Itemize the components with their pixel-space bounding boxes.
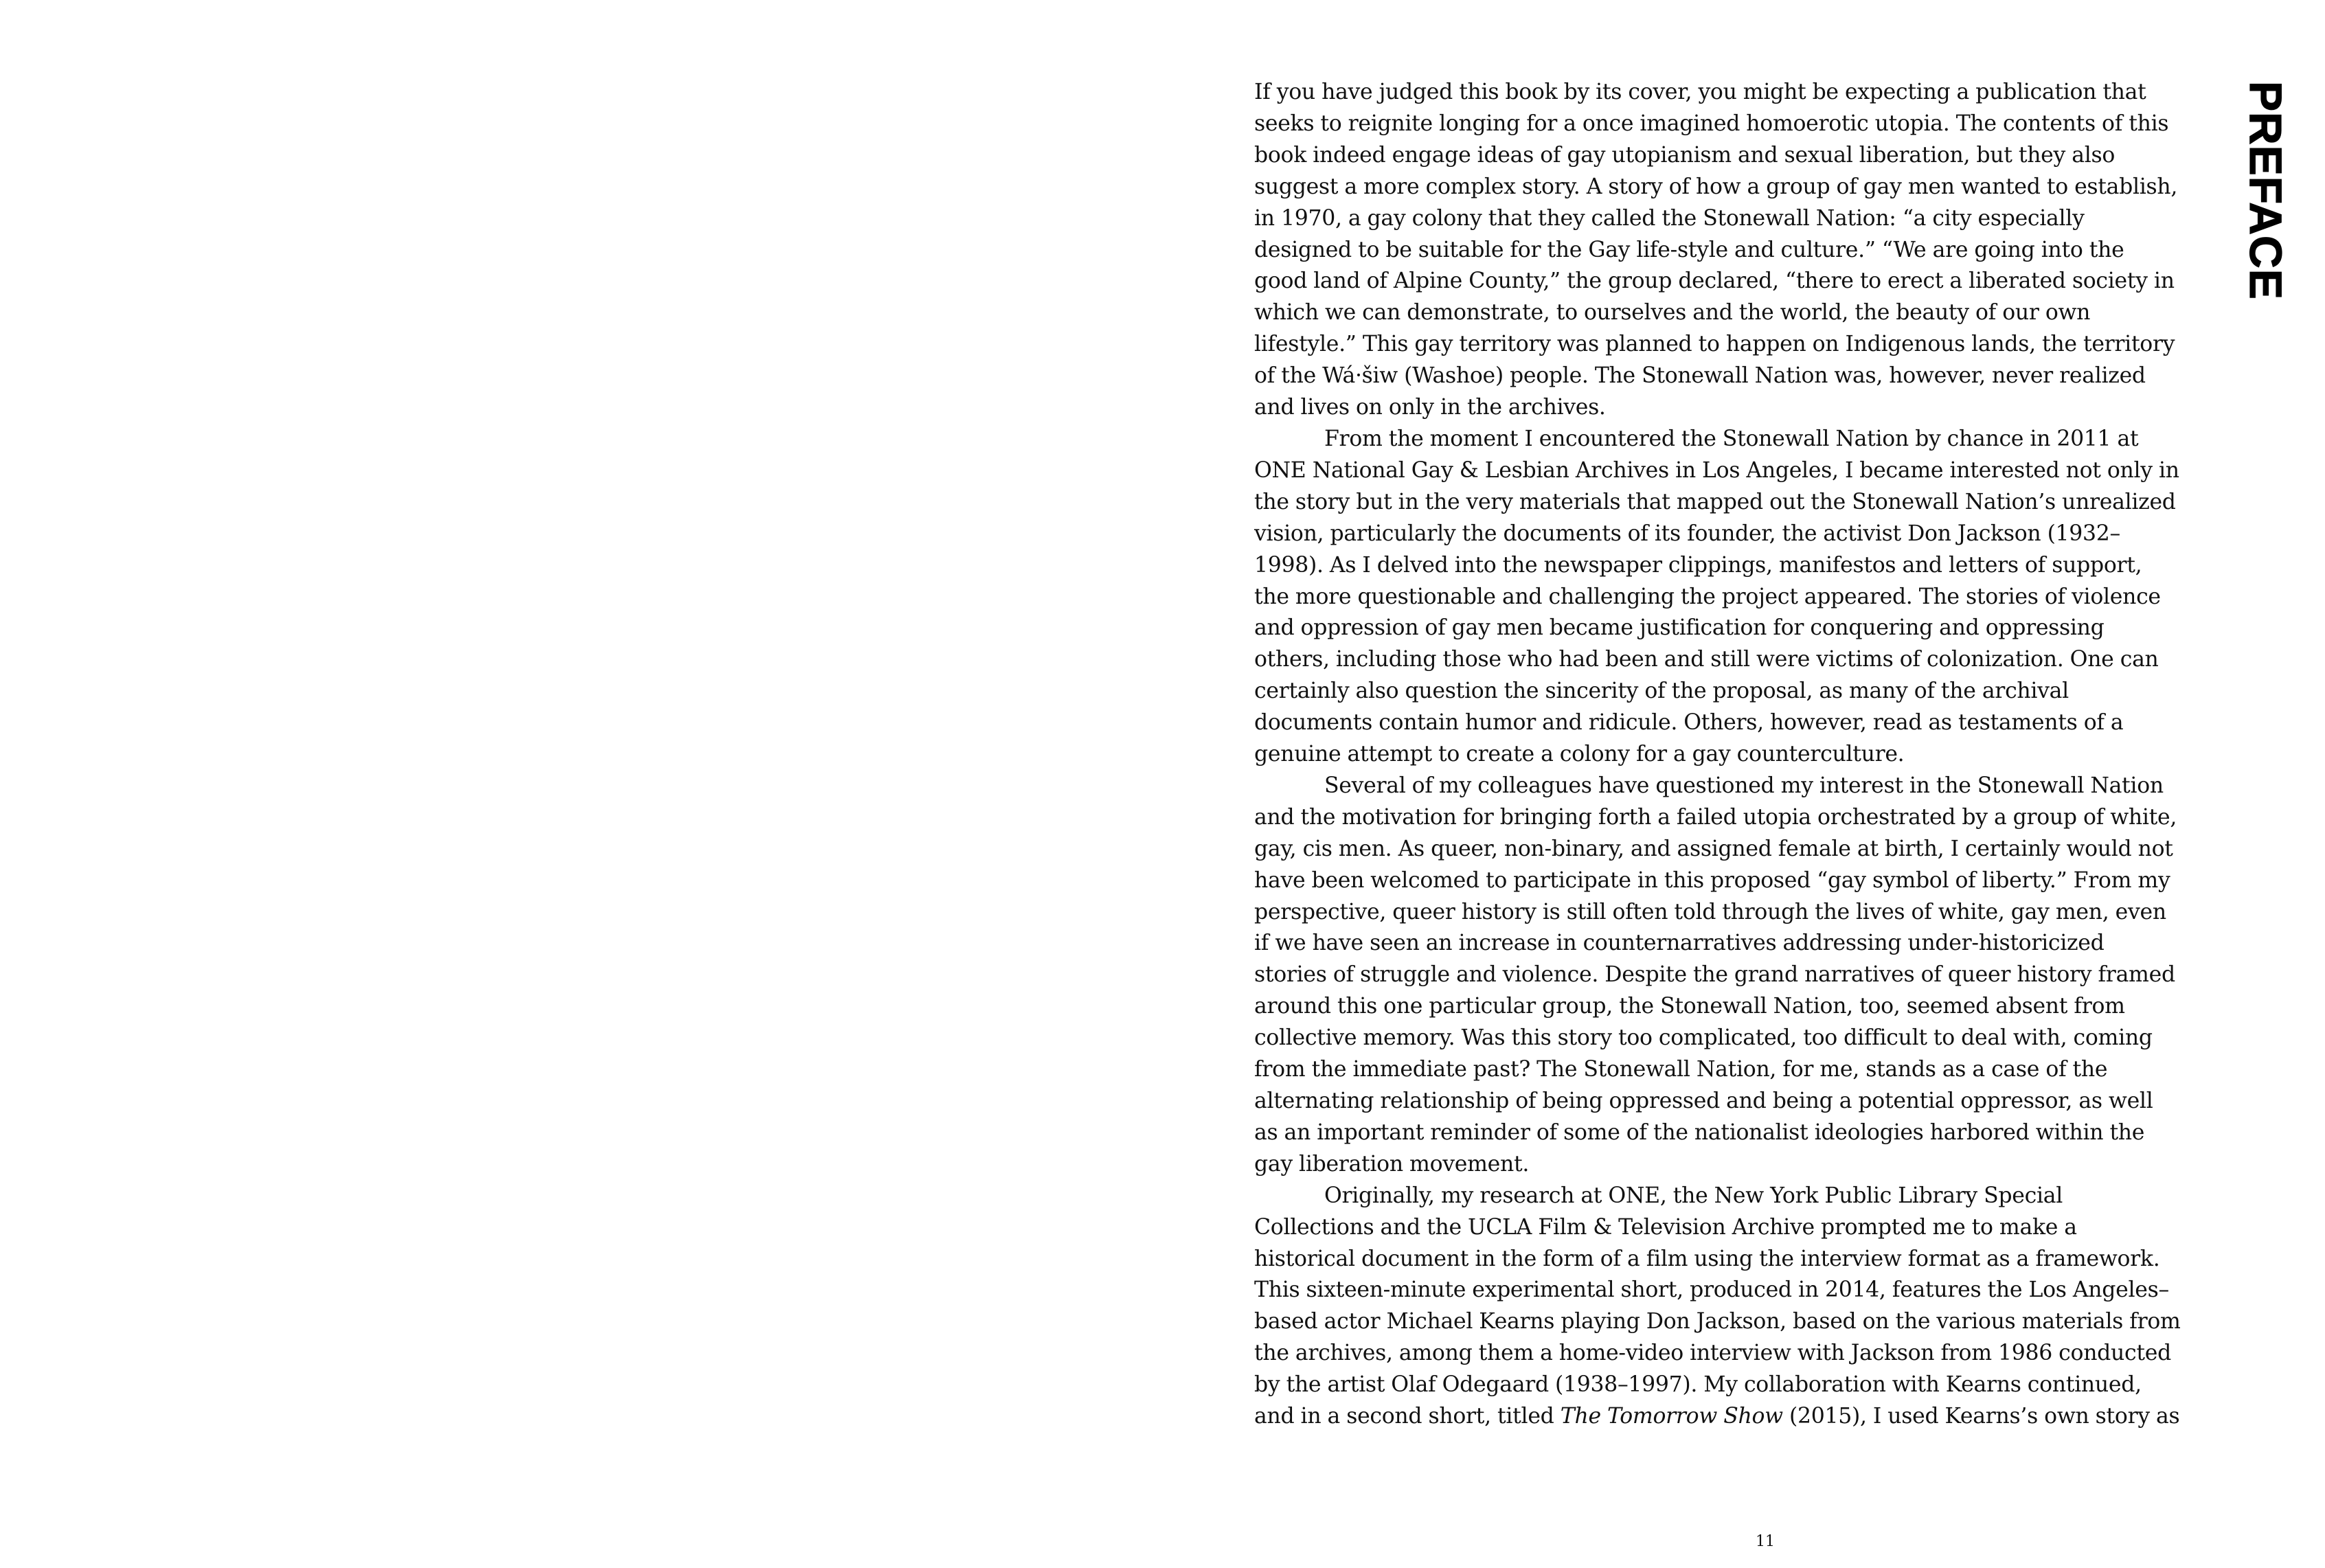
film-title: The Tomorrow Show [1560,1404,1783,1429]
preface-body [1254,77,2183,1433]
paragraph-1: If you have judged this book by its cover, you might be expecting a publication that seeks to reignite longing for a once imagined homoerotic utopia. The contents of this book indeed engage ideas of gay utopianism and sexual liberation, but they also suggest a more complex story. A story of how a group of gay men wanted to establish, in 1970, a gay colony that they called the Stonewall Nation: “a city especially designed to be suitable for the Gay life-style and culture.” “We are going into the good land of Alpine County,” the group declared, “there to erect a liberated society in which we can demonstrate, to ourselves and the world, the beauty of our own lifestyle.” This gay territory was planned to happen on Indigenous lands, the territory of the Wá·šiw (Washoe) people. The Stonewall Nation was, however, never realized and lives on only in the archives. [1254,80,2178,420]
paragraph-4-text-start: Originally, my research at ONE, the New York Public Library Special Collections and the UCLA Film & Television Archive prompted me to make a historical document in the form of a film using the interview format as a framework. This sixteen-minute experimental short, produced in 2014, features the Los Angeles–based actor Michael Kearns playing Don Jackson, based on the various materials from the archives, among them a home-video interview with Jackson from 1986 conducted by the artist Olaf Odegaard (1938–1997). My collaboration with Kearns continued, and in a second short, titled [1254,1183,2181,1429]
paragraph-4-text-end: (2015), I used Kearns’s own story as [1782,1404,2180,1429]
section-title: PREFACE [2241,81,2291,300]
paragraph-3: Several of my colleagues have questioned my interest in the Stonewall Nation and the motivation for bringing forth a failed utopia orchestrated by a group of white, gay, cis men. As queer, non-binary, and assigned female at birth, I certainly would not have been welcomed to participate in this proposed “gay symbol of liberty.” From my perspective, queer history is still often told through the lives of white, gay men, even if we have seen an increase in counternarratives addressing under-historicized stories of struggle and violence. Despite the grand narratives of queer history framed around this one particular group, the Stonewall Nation, too, seemed absent from collective memory. Was this story too complicated, too difficult to deal with, coming from the immediate past? The Stonewall Nation, for me, stands as a case of the alternating relationship of being oppressed and being a potential oppressor, as well as an important reminder of some of the nationalist ideologies harbored within the gay liberation movement. [1254,773,2177,1177]
paragraph-2: From the moment I encountered the Stonewall Nation by chance in 2011 at ONE National Gay & Lesbian Archives in Los Angeles, I became interested not only in the story but in the very materials that mapped out the Stonewall Nation’s unrealized vision, particularly the documents of its founder, the activist Don Jackson (1932–1998). As I delved into the newspaper clippings, manifestos and letters of support, the more questionable and challenging the project appeared. The stories of violence and oppression of gay men became justification for conquering and oppressing others, including those who had been and still were victims of colonization. One can certainly also question the sincerity of the proposal, as many of the archival documents contain humor and ridicule. Others, however, read as testaments of a genuine attempt to create a colony for a gay counterculture. [1254,426,2179,767]
page-number: 11 [1756,1533,1775,1550]
left-page-blank [0,0,1162,1568]
paragraph-4 [1254,1181,2183,1433]
